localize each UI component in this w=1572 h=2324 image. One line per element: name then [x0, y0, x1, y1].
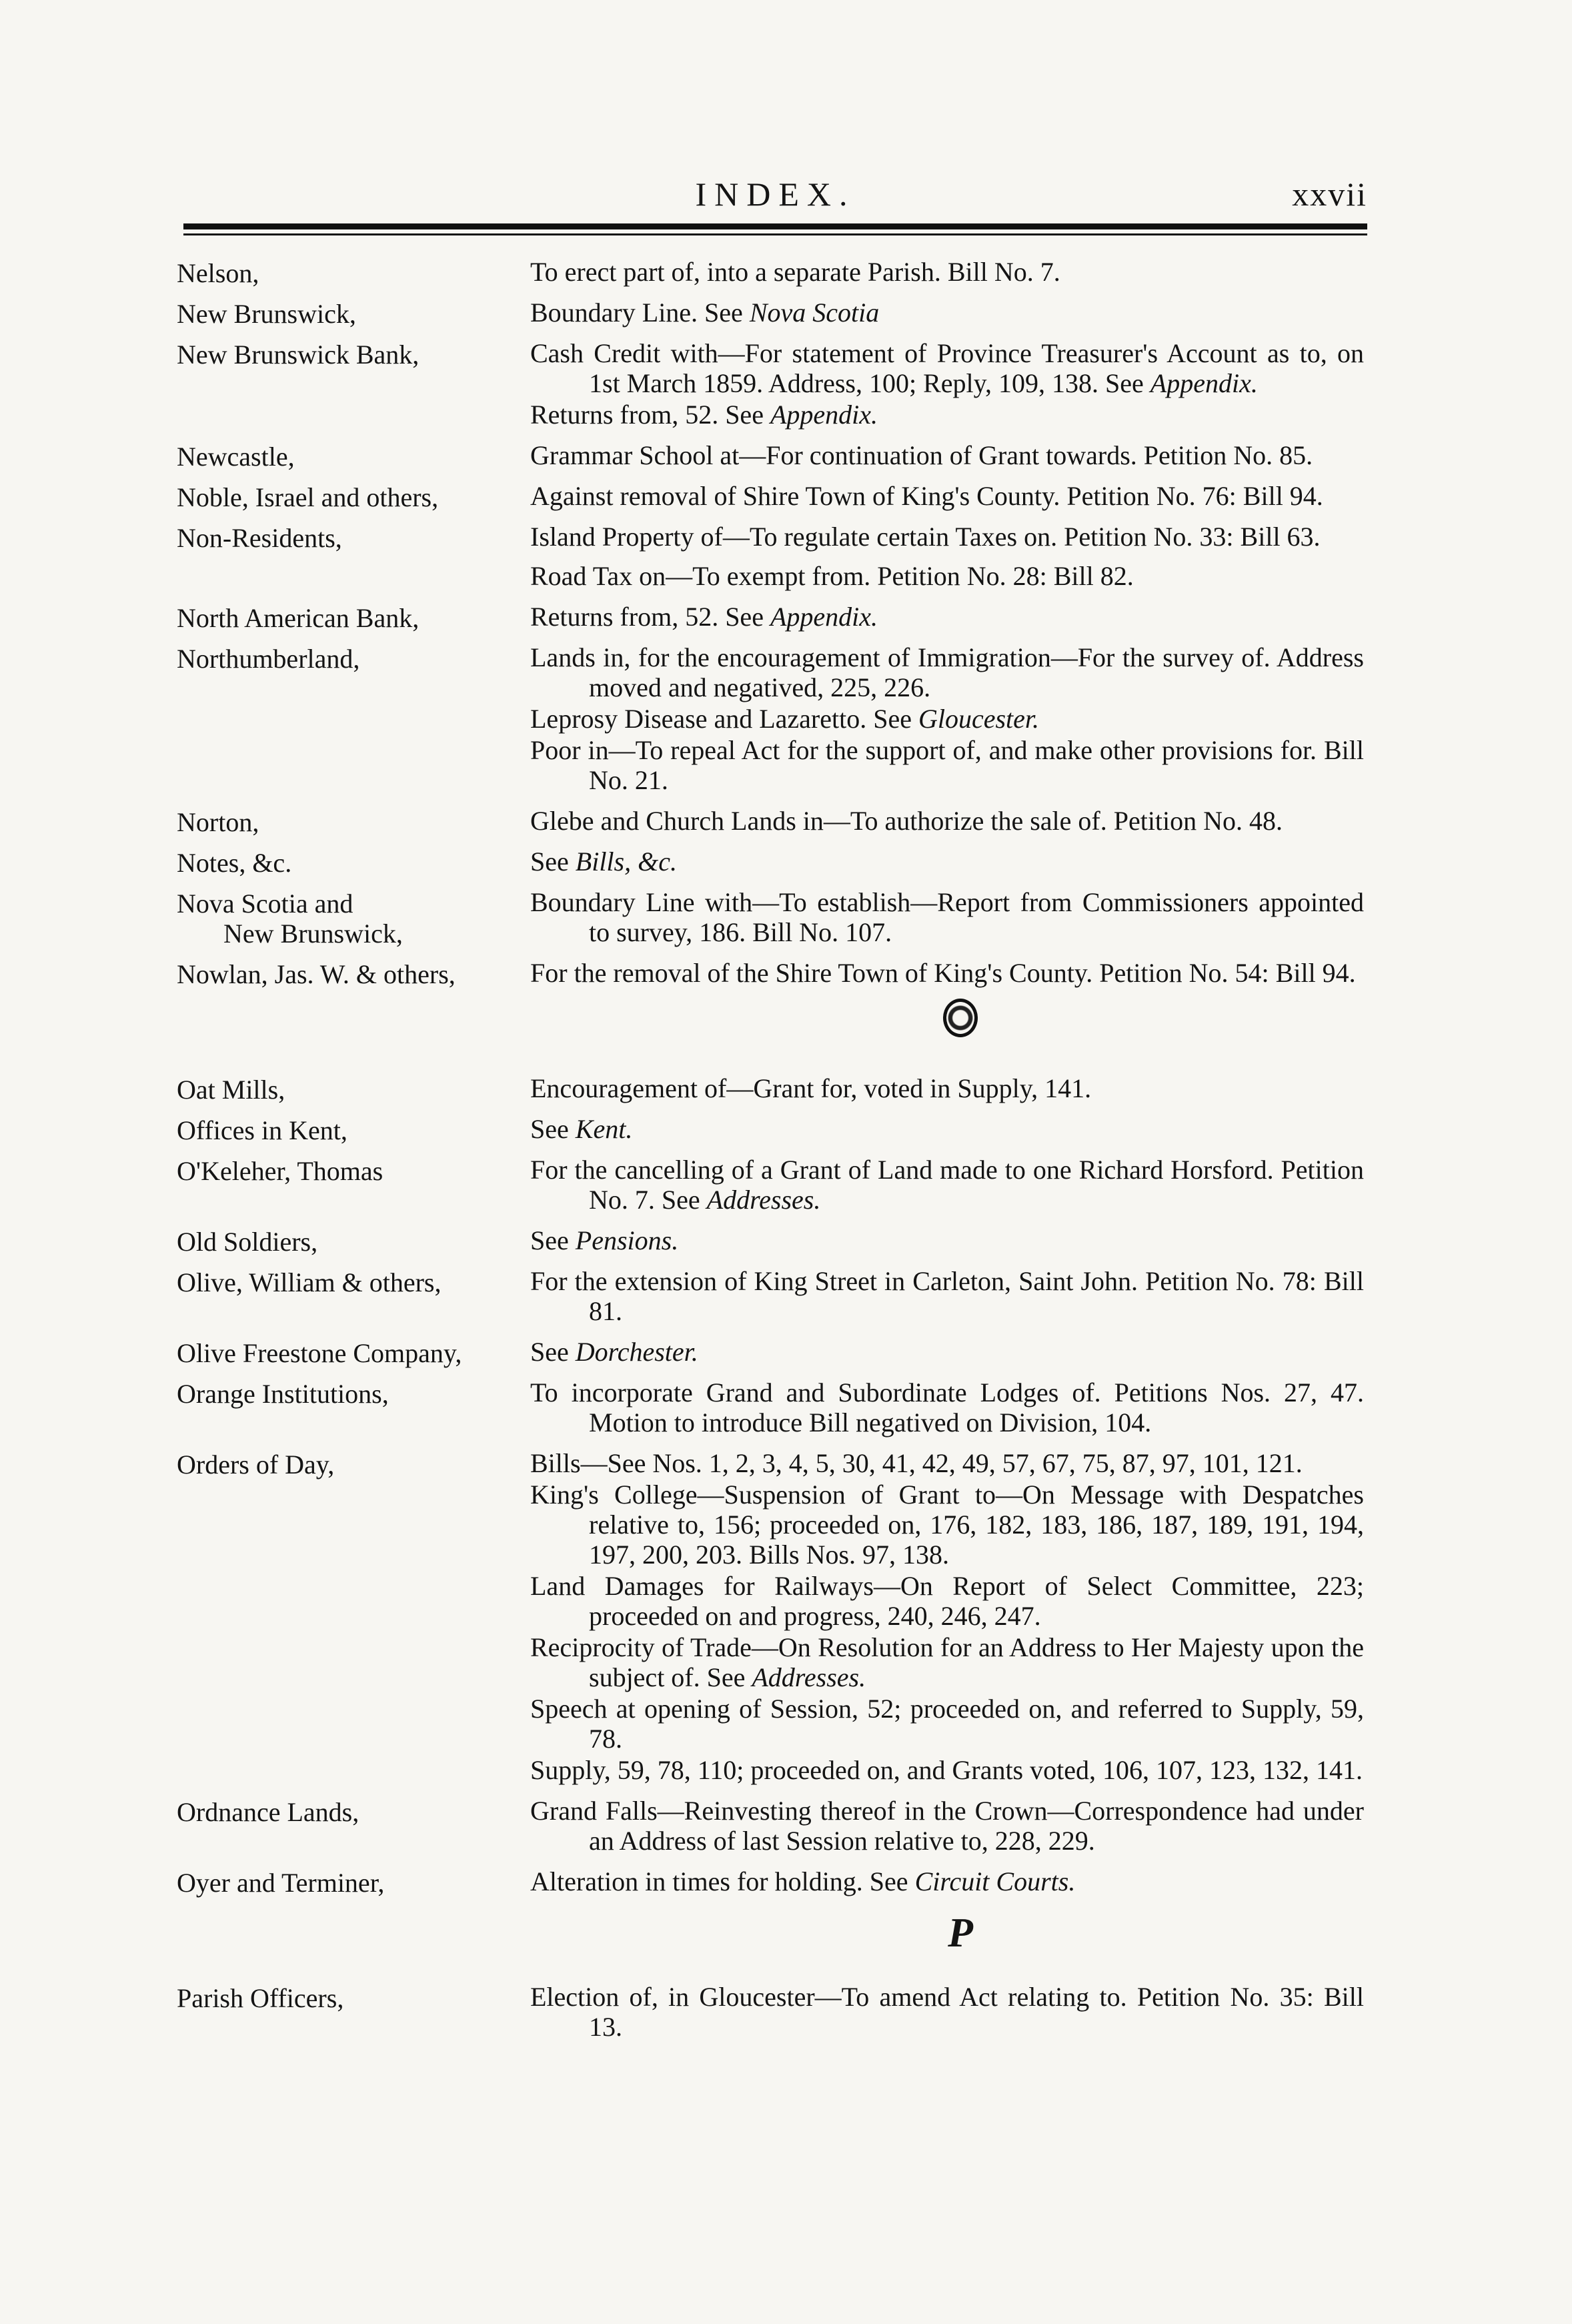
entry-term-line: New Brunswick Bank, [177, 340, 420, 370]
entry-term [177, 958, 530, 989]
index-entry [177, 806, 1371, 837]
entry-descriptions [530, 602, 1364, 633]
index-entry [177, 1114, 1371, 1145]
entry-term [177, 1377, 530, 1409]
entry-term [177, 481, 530, 512]
entry-term-line: Northumberland, [177, 644, 360, 674]
entry-term [177, 338, 530, 370]
description-text: Island Property of—To regulate certain Taxes on. Petition No. 33: Bill 63. [530, 522, 1321, 552]
entry-term-line: North American Bank, [177, 603, 420, 633]
entry-descriptions [530, 887, 1364, 949]
entry-term [177, 887, 530, 949]
description-text: Grammar School at—For continuation of Grant towards. Petition No. 85. [530, 440, 1313, 470]
entry-term-line: New Brunswick, [177, 299, 356, 329]
entry-term [177, 1448, 530, 1480]
index-entry [177, 1337, 1371, 1368]
entry-description [530, 958, 1364, 988]
entry-term-line: O'Keleher, Thomas [177, 1156, 383, 1186]
description-text: To incorporate Grand and Subordinate Lodges of. Petitions Nos. 27, 47. Motion to introduce Bill negatived on Division, 104. [530, 1377, 1364, 1437]
entry-description [530, 338, 1364, 398]
entry-term-line: Orange Institutions, [177, 1379, 389, 1409]
entry-term-line: Norton, [177, 807, 259, 837]
index-entry [177, 1155, 1371, 1216]
cross-reference: Appendix. [1150, 368, 1258, 398]
entry-descriptions [530, 1114, 1364, 1145]
description-text: For the cancelling of a Grant of Land made to one Richard Horsford. Petition No. 7. See [530, 1155, 1364, 1215]
entry-term-line: Offices in Kent, [177, 1115, 347, 1145]
index-entry [177, 481, 1371, 512]
entry-descriptions [530, 1448, 1364, 1786]
entry-description [530, 1755, 1364, 1785]
entry-term [177, 1866, 530, 1898]
entry-description [530, 298, 1364, 328]
entry-term-line: Oat Mills, [177, 1075, 285, 1105]
entry-term-line: Orders of Day, [177, 1449, 335, 1480]
entry-descriptions [530, 1225, 1364, 1257]
entry-descriptions [530, 1982, 1364, 2043]
entry-description [530, 1796, 1364, 1856]
entry-descriptions [530, 440, 1364, 472]
description-text: See [530, 1225, 576, 1255]
description-text: Returns from, 52. See [530, 602, 770, 632]
entry-descriptions [530, 1337, 1364, 1368]
entry-descriptions [530, 846, 1364, 878]
entry-term-line: Non-Residents, [177, 523, 342, 553]
entry-description [530, 1377, 1364, 1437]
entry-description [530, 522, 1364, 552]
entry-term-line: Notes, &c. [177, 848, 292, 878]
index-entry [177, 1225, 1371, 1257]
entry-description [530, 735, 1364, 795]
entry-descriptions [530, 298, 1364, 329]
entry-descriptions [530, 522, 1364, 592]
page-header [183, 175, 1367, 221]
entry-description [530, 887, 1364, 947]
index-entry [177, 1377, 1371, 1439]
section-letter-o [177, 999, 1371, 1051]
entry-term [177, 1114, 530, 1145]
entry-description [530, 561, 1364, 591]
entry-description [530, 1982, 1364, 2042]
header-rule-thick [183, 223, 1367, 229]
description-text: To erect part of, into a separate Parish. Bill No. 7. [530, 257, 1060, 287]
entry-term [177, 298, 530, 329]
cross-reference: Kent. [575, 1114, 633, 1144]
description-text: Land Damages for Railways—On Report of Select Committee, 223; proceeded on and progress, 240, 246, 247. [530, 1571, 1364, 1631]
entry-term [177, 1796, 530, 1827]
cross-reference: Appendix. [770, 602, 878, 632]
entry-description [530, 1225, 1364, 1255]
entry-description [530, 602, 1364, 632]
index-entry [177, 846, 1371, 878]
entry-description [530, 1073, 1364, 1103]
letter-o-ornament [943, 999, 978, 1037]
entry-term-line: Old Soldiers, [177, 1227, 318, 1257]
entry-description [530, 257, 1364, 287]
index-entry [177, 257, 1371, 288]
section-o [177, 1073, 1371, 1898]
description-text: See [530, 1114, 576, 1144]
entry-term [177, 440, 530, 472]
entry-term [177, 1073, 530, 1105]
entry-descriptions [530, 1377, 1364, 1439]
description-text: Road Tax on—To exempt from. Petition No. 28: Bill 82. [530, 561, 1134, 591]
entry-description [530, 1571, 1364, 1631]
entry-description [530, 1480, 1364, 1570]
cross-reference: Appendix. [770, 400, 878, 430]
entry-description [530, 1155, 1364, 1215]
entry-term [177, 642, 530, 674]
entry-descriptions [530, 338, 1364, 431]
entry-term-line: Nowlan, Jas. W. & others, [177, 959, 456, 989]
page-number: xxvii [1292, 175, 1367, 213]
entry-descriptions [530, 1796, 1364, 1857]
entry-term [177, 846, 530, 878]
entry-term-line: Newcastle, [177, 442, 295, 472]
description-text: Supply, 59, 78, 110; proceeded on, and Grants voted, 106, 107, 123, 132, 141. [530, 1755, 1363, 1785]
description-text: Returns from, 52. See [530, 400, 770, 430]
index-entry [177, 1866, 1371, 1898]
index-entry [177, 1448, 1371, 1786]
section-n [177, 257, 1371, 989]
entry-descriptions [530, 1155, 1364, 1216]
entry-description [530, 704, 1364, 734]
entry-description [530, 481, 1364, 511]
header-rule-thin [183, 233, 1367, 235]
description-text: Reciprocity of Trade—On Resolution for an Address to Her Majesty upon the subject of. See [530, 1632, 1364, 1692]
cross-reference: Addresses. [706, 1185, 821, 1215]
index-entry [177, 298, 1371, 329]
entry-descriptions [530, 958, 1364, 989]
entry-description [530, 1266, 1364, 1326]
entry-description [530, 400, 1364, 430]
description-text: Poor in—To repeal Act for the support of, and make other provisions for. Bill No. 21. [530, 735, 1364, 795]
description-text: Leprosy Disease and Lazaretto. See [530, 704, 918, 734]
entry-term [177, 1266, 530, 1297]
entry-term [177, 806, 530, 837]
description-text: Encouragement of—Grant for, voted in Supply, 141. [530, 1073, 1092, 1103]
description-text: Speech at opening of Session, 52; proceeded on, and referred to Supply, 59, 78. [530, 1694, 1364, 1754]
entry-term [177, 1337, 530, 1368]
entry-description [530, 846, 1364, 877]
index-entry [177, 958, 1371, 989]
entry-term [177, 257, 530, 288]
description-text: Bills—See Nos. 1, 2, 3, 4, 5, 30, 41, 42, 49, 57, 67, 75, 87, 97, 101, 121. [530, 1448, 1303, 1478]
entry-descriptions [530, 481, 1364, 512]
index-entry [177, 1073, 1371, 1105]
entry-term [177, 1155, 530, 1186]
entry-term-line: Parish Officers, [177, 1983, 344, 2013]
cross-reference: Dorchester. [575, 1337, 698, 1367]
description-text: Alteration in times for holding. See [530, 1866, 915, 1896]
cross-reference: Addresses. [752, 1662, 866, 1692]
cross-reference: Circuit Courts. [914, 1866, 1076, 1896]
index-entry [177, 1982, 1371, 2043]
cross-reference: Nova Scotia [749, 298, 880, 328]
index-entries [177, 257, 1371, 2053]
entry-description [530, 1448, 1364, 1478]
cross-reference: Gloucester. [918, 704, 1040, 734]
entry-term [177, 522, 530, 553]
index-entry [177, 1796, 1371, 1857]
entry-description [530, 806, 1364, 836]
description-text: See [530, 846, 576, 877]
description-text: See [530, 1337, 576, 1367]
cross-reference: Pensions. [575, 1225, 679, 1255]
entry-term-line: Oyer and Terminer, [177, 1868, 385, 1898]
description-text: Election of, in Gloucester—To amend Act relating to. Petition No. 35: Bill 13. [530, 1982, 1364, 2042]
entry-term-line: Noble, Israel and others, [177, 482, 439, 512]
entry-descriptions [530, 257, 1364, 288]
entry-term-line: Ordnance Lands, [177, 1797, 359, 1827]
description-text: For the extension of King Street in Carleton, Saint John. Petition No. 78: Bill 81. [530, 1266, 1364, 1326]
entry-descriptions [530, 642, 1364, 796]
description-text: Against removal of Shire Town of King's County. Petition No. 76: Bill 94. [530, 481, 1323, 511]
entry-term [177, 602, 530, 633]
description-text: Lands in, for the encouragement of Immigration—For the survey of. Address moved and negatived, 225, 226. [530, 642, 1364, 702]
cross-reference: Bills, &c. [575, 846, 677, 877]
entry-description [530, 440, 1364, 470]
description-text: For the removal of the Shire Town of King's County. Petition No. 54: Bill 94. [530, 958, 1356, 988]
index-entry [177, 338, 1371, 431]
description-text: Glebe and Church Lands in—To authorize the sale of. Petition No. 48. [530, 806, 1283, 836]
index-entry [177, 602, 1371, 633]
description-text: Boundary Line with—To establish—Report from Commissioners appointed to survey, 186. Bill No. 107. [530, 887, 1364, 947]
entry-description [530, 1866, 1364, 1896]
entry-descriptions [530, 1866, 1364, 1898]
index-entry [177, 522, 1371, 592]
description-text: King's College—Suspension of Grant to—On Message with Despatches relative to, 156; proceeded on, 176, 182, 183, 186, 187, 189, 191, 194, 197, 200, 203. Bills Nos. 97, 138. [530, 1480, 1364, 1570]
section-letter-p [177, 1907, 1371, 1959]
entry-term-line: Olive, William & others, [177, 1267, 442, 1297]
letter-p-ornament: P [948, 1910, 973, 1956]
section-p [177, 1982, 1371, 2043]
entry-term-line: Olive Freestone Company, [177, 1338, 462, 1368]
entry-description [530, 642, 1364, 702]
index-entry [177, 1266, 1371, 1327]
index-entry [177, 440, 1371, 472]
description-text: Grand Falls—Reinvesting thereof in the Crown—Correspondence had under an Address of last Session relative to, 228, 229. [530, 1796, 1364, 1856]
entry-term-line: New Brunswick, [223, 919, 403, 949]
entry-descriptions [530, 1073, 1364, 1105]
entry-term-line: Nelson, [177, 258, 259, 288]
entry-description [530, 1114, 1364, 1144]
index-entry [177, 887, 1371, 949]
entry-description [530, 1337, 1364, 1367]
description-text: Boundary Line. See [530, 298, 750, 328]
description-text: Cash Credit with—For statement of Province Treasurer's Account as to, on 1st March 1859. Address, 100; Reply, 109, 138. See [530, 338, 1364, 398]
index-entry [177, 642, 1371, 796]
entry-term-line: Nova Scotia and [177, 889, 353, 919]
page-title: INDEX. [695, 175, 856, 213]
entry-description [530, 1632, 1364, 1692]
entry-descriptions [530, 1266, 1364, 1327]
entry-description [530, 1694, 1364, 1754]
entry-term [177, 1225, 530, 1257]
entry-descriptions [530, 806, 1364, 837]
entry-term [177, 1982, 530, 2013]
